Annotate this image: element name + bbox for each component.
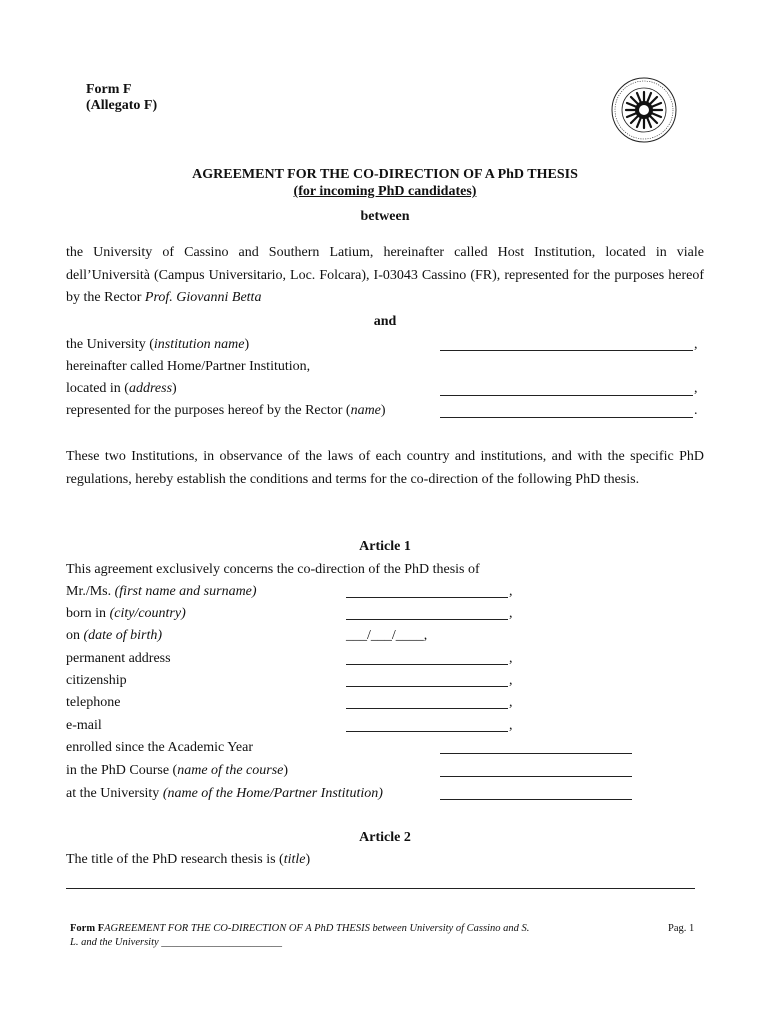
allegato-label: (Allegato F) [86, 98, 158, 113]
home-address-label: located in (address) [66, 381, 177, 396]
comma: , [694, 381, 698, 396]
comma: , [509, 584, 513, 599]
phd-course-label: in the PhD Course (name of the course) [66, 763, 289, 778]
birthdate-label: on (date of birth) [66, 628, 163, 643]
candidate-name-label: Mr./Ms. (first name and surname) [66, 584, 257, 599]
comma: , [694, 337, 698, 352]
document-subtitle: (for incoming PhD candidates) [293, 184, 477, 199]
article-2-intro: The title of the PhD research thesis is (title) [66, 852, 311, 867]
home-university-label-2: at the University (name of the Home/Partner Institution) [66, 786, 383, 801]
citizenship-label: citizenship [66, 673, 127, 688]
document-title: AGREEMENT FOR THE CO-DIRECTION OF A PhD THESIS [192, 167, 578, 182]
phd-course-field[interactable] [440, 776, 632, 777]
address-label: permanent address [66, 651, 171, 666]
host-institution-paragraph [66, 242, 704, 310]
intro-paragraph: These two Institutions, in observance of the laws of each country and institutions, and with the specific PhD regulations, hereby establish the conditions and terms for the co-direction of the following PhD thesis. [66, 449, 704, 487]
birthplace-field[interactable] [346, 619, 508, 620]
home-university-field[interactable] [440, 350, 693, 351]
and-label: and [373, 314, 397, 329]
comma: , [509, 718, 513, 733]
university-seal-icon [610, 76, 678, 144]
home-rector-label: represented for the purposes hereof by the Rector (name) [66, 403, 386, 418]
home-university-field-2[interactable] [440, 799, 632, 800]
thesis-title-field[interactable] [66, 888, 695, 889]
hereinafter-label: hereinafter called Home/Partner Institution, [66, 359, 311, 374]
period: . [694, 403, 698, 418]
academic-year-field[interactable] [440, 753, 632, 754]
page-number: Pag. 1 [668, 923, 695, 934]
telephone-label: telephone [66, 695, 121, 710]
comma: , [509, 651, 513, 666]
email-field[interactable] [346, 731, 508, 732]
email-label: e-mail [66, 718, 102, 733]
home-address-field[interactable] [440, 395, 693, 396]
home-rector-field[interactable] [440, 417, 693, 418]
citizenship-field[interactable] [346, 686, 508, 687]
comma: , [509, 606, 513, 621]
article-1-heading: Article 1 [359, 539, 411, 554]
address-field[interactable] [346, 664, 508, 665]
birthdate-field[interactable]: ___/___/____, [346, 628, 428, 643]
article-2-heading: Article 2 [359, 830, 411, 845]
home-university-label: the University (institution name) [66, 337, 250, 352]
footer-note: Form FAGREEMENT FOR THE CO-DIRECTION OF A PhD THESIS between University of Cassino and S. L. and the University _______________________ [70, 923, 530, 948]
host-rector: Prof. Giovanni Betta [144, 290, 262, 305]
between-label: between [360, 209, 410, 224]
academic-year-label: enrolled since the Academic Year [66, 740, 253, 755]
comma: , [509, 695, 513, 710]
article-1-intro: This agreement exclusively concerns the co-direction of the PhD thesis of [66, 562, 480, 577]
candidate-name-field[interactable] [346, 597, 508, 598]
birthplace-label: born in (city/country) [66, 606, 186, 621]
comma: , [509, 673, 513, 688]
telephone-field[interactable] [346, 708, 508, 709]
form-label: Form F [86, 82, 132, 97]
host-text: the University of Cassino and Southern Latium, hereinafter called Host Institution, located in viale dell’Università (Campus Universitario, Loc. Folcara), I-03043 Cassino (FR), represented for the purposes hereof by the Rector [66, 245, 704, 305]
